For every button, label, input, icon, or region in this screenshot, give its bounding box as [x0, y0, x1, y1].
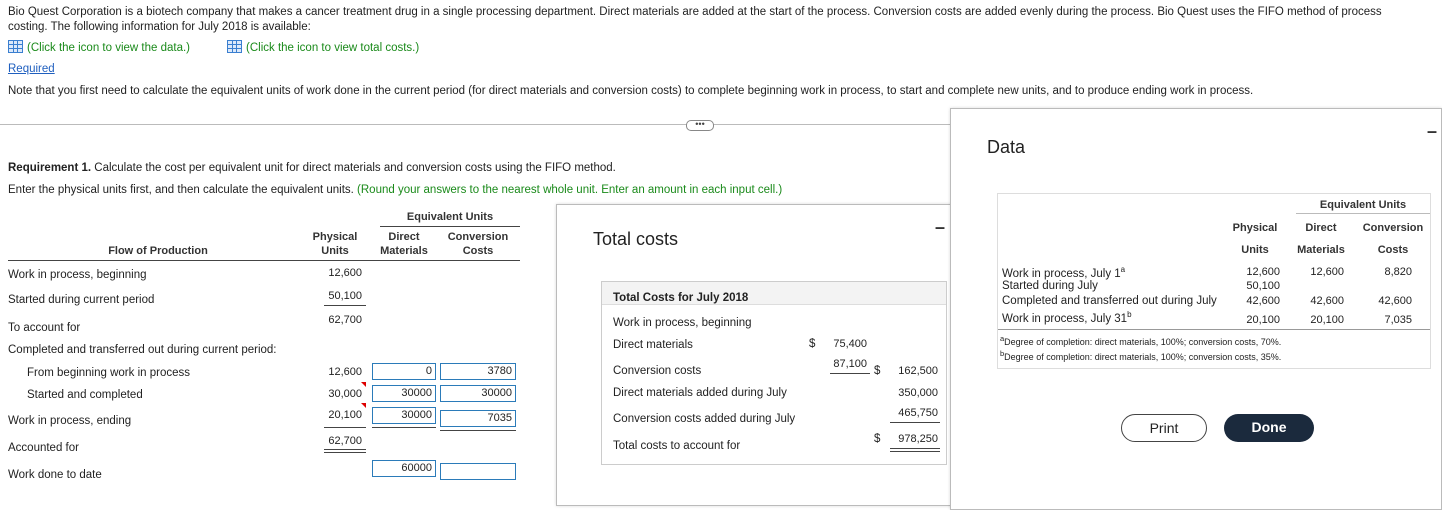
units-header: Units [1241, 244, 1269, 256]
intro-line-2: costing. The following information for July 2018 is available: [8, 21, 311, 33]
costs-label: Direct materials [613, 339, 693, 351]
row-label: Work in process, beginning [8, 269, 147, 281]
physical-header-1: Physical [312, 231, 358, 243]
view-data-link[interactable] [8, 40, 190, 54]
instruction-text [8, 184, 782, 196]
dm-header-2: Materials [380, 245, 428, 257]
data-row-text: Work in process, July 1 [1002, 267, 1121, 280]
data-dm: 12,600 [1310, 266, 1344, 278]
requirement-text [8, 162, 616, 174]
dollar-sign: $ [874, 365, 881, 377]
data-phys: 50,100 [1246, 280, 1280, 292]
total-rule [324, 449, 366, 450]
data-dm: 20,100 [1310, 314, 1344, 326]
phys-value: 30,000 [328, 388, 362, 400]
header-rule [380, 226, 520, 227]
table-icon[interactable] [227, 40, 242, 53]
dm-header-1: Direct [388, 231, 420, 243]
footnote-text: Degree of completion: direct materials, 100%; conversion costs, 35%. [1004, 352, 1282, 362]
expand-button[interactable]: ••• [686, 120, 714, 131]
total-rule [324, 452, 366, 453]
data-table [997, 193, 1431, 369]
costs-table-title: Total Costs for July 2018 [613, 292, 749, 304]
costs-table [601, 281, 947, 465]
sum-rule [372, 427, 436, 428]
costs-label: Direct materials added during July [613, 387, 787, 399]
data-panel [950, 108, 1442, 510]
dm-input[interactable]: 30000 [372, 385, 436, 402]
panel-title: Total costs [593, 229, 679, 249]
costs-header: Costs [1377, 244, 1409, 256]
cc-input[interactable]: 3780 [440, 363, 516, 380]
header-rule [1296, 213, 1430, 214]
row-label: Completed and transferred out during current period: [8, 344, 277, 356]
phys-value: 20,100 [328, 409, 362, 421]
data-row-label [1002, 265, 1125, 280]
footnote-marker: a [1120, 265, 1126, 274]
physical-header: Physical [1232, 222, 1278, 234]
phys-value: 62,700 [328, 314, 362, 326]
costs-value: 978,250 [898, 433, 938, 445]
instruction-green: (Round your answers to the nearest whole unit. Enter an amount in each input cell.) [357, 184, 783, 196]
costs-label: Total costs to account for [613, 440, 741, 452]
data-panel-title: Data [987, 137, 1026, 157]
cc-total-input[interactable] [440, 463, 516, 480]
table-rule [998, 329, 1430, 330]
data-cc: 7,035 [1384, 314, 1412, 326]
view-data-label[interactable]: (Click the icon to view the data.) [27, 42, 190, 54]
sum-rule [440, 430, 516, 431]
required-link[interactable]: Required [8, 63, 55, 75]
costs-label: Conversion costs [613, 365, 702, 377]
eq-units-header: Equivalent Units [1319, 199, 1407, 211]
costs-value: 75,400 [833, 338, 867, 350]
cc-header-2: Costs [462, 245, 494, 257]
phys-value: 62,700 [328, 435, 362, 447]
costs-value: 162,500 [898, 365, 938, 377]
row-label: From beginning work in process [27, 367, 190, 379]
data-cc: 42,600 [1378, 295, 1412, 307]
sum-rule [324, 305, 366, 306]
requirement-body: Calculate the cost per equivalent unit for direct materials and conversion costs using the FIFO method. [91, 162, 616, 174]
footnote-b [1000, 349, 1281, 362]
data-cc: 8,820 [1384, 266, 1412, 278]
phys-value: 50,100 [328, 290, 362, 302]
phys-value: 12,600 [328, 366, 362, 378]
dollar-sign: $ [809, 338, 816, 350]
data-row-text: Work in process, July 31 [1002, 312, 1128, 325]
costs-label: Conversion costs added during July [613, 413, 796, 425]
note-text: Note that you first need to calculate the equivalent units of work done in the current period (for direct materials and conversion costs) to complete beginning work in process, to start and complete new units, and to produce ending work in process. [8, 85, 1254, 97]
flag-marker [361, 403, 366, 408]
costs-label: Work in process, beginning [613, 317, 752, 329]
total-rule [890, 448, 940, 449]
cc-input[interactable]: 30000 [440, 385, 516, 402]
row-label: Work done to date [8, 469, 102, 481]
header-bottom-rule [8, 260, 520, 261]
view-costs-link[interactable] [227, 40, 419, 54]
cc-input[interactable]: 7035 [440, 410, 516, 427]
footnote-a [1000, 334, 1281, 347]
dm-input[interactable]: 0 [372, 363, 436, 380]
dm-input[interactable]: 30000 [372, 407, 436, 424]
footnote-marker: b [1127, 310, 1132, 319]
row-label: Work in process, ending [8, 415, 132, 427]
footnote-marker: a [1000, 334, 1005, 343]
minimize-icon[interactable]: – [1427, 121, 1438, 141]
dollar-sign: $ [874, 433, 881, 445]
sum-rule [830, 373, 870, 374]
minimize-icon[interactable]: – [935, 217, 946, 237]
physical-header-2: Units [321, 245, 349, 257]
requirement-label: Requirement 1. [8, 162, 92, 174]
costs-value: 350,000 [898, 387, 938, 399]
data-row-label [1002, 310, 1132, 325]
row-label: To account for [8, 322, 81, 334]
dm-total-input[interactable]: 60000 [372, 460, 436, 477]
flag-marker [361, 382, 366, 387]
data-dm: 42,600 [1310, 295, 1344, 307]
sum-rule [324, 427, 366, 428]
row-label: Accounted for [8, 442, 79, 454]
footnote-text: Degree of completion: direct materials, 100%; conversion costs, 70%. [1004, 337, 1282, 347]
row-label: Started during current period [8, 294, 155, 306]
cc-header-1: Conversion [447, 231, 509, 243]
costs-value: 87,100 [833, 358, 867, 370]
data-phys: 42,600 [1246, 295, 1280, 307]
view-costs-label[interactable]: (Click the icon to view total costs.) [246, 42, 420, 54]
materials-header: Materials [1297, 244, 1345, 256]
total-rule [890, 451, 940, 452]
data-row-label: Started during July [1002, 280, 1098, 292]
eq-units-header: Equivalent Units [406, 211, 494, 223]
footnote-marker: b [1000, 349, 1005, 358]
table-icon[interactable] [8, 40, 23, 53]
flow-header: Flow of Production [108, 245, 208, 257]
data-phys: 12,600 [1246, 266, 1280, 278]
phys-value: 12,600 [328, 267, 362, 279]
conversion-header: Conversion [1362, 222, 1424, 234]
sum-rule [890, 422, 940, 423]
costs-value: 465,750 [898, 407, 938, 419]
direct-header: Direct [1305, 222, 1337, 234]
data-phys: 20,100 [1246, 314, 1280, 326]
print-button[interactable]: Print [1121, 414, 1207, 442]
instruction-plain: Enter the physical units first, and then calculate the equivalent units. [8, 184, 358, 196]
total-costs-panel [556, 204, 996, 506]
data-row-label: Completed and transferred out during July [1002, 295, 1217, 307]
done-button[interactable]: Done [1224, 414, 1314, 442]
row-label: Started and completed [27, 389, 143, 401]
intro-line-1: Bio Quest Corporation is a biotech company that makes a cancer treatment drug in a single processing department. Direct materials are added at the start of the process. Conversion costs are added evenly during the process. Bio Quest uses the FIFO method of process [8, 6, 1382, 18]
